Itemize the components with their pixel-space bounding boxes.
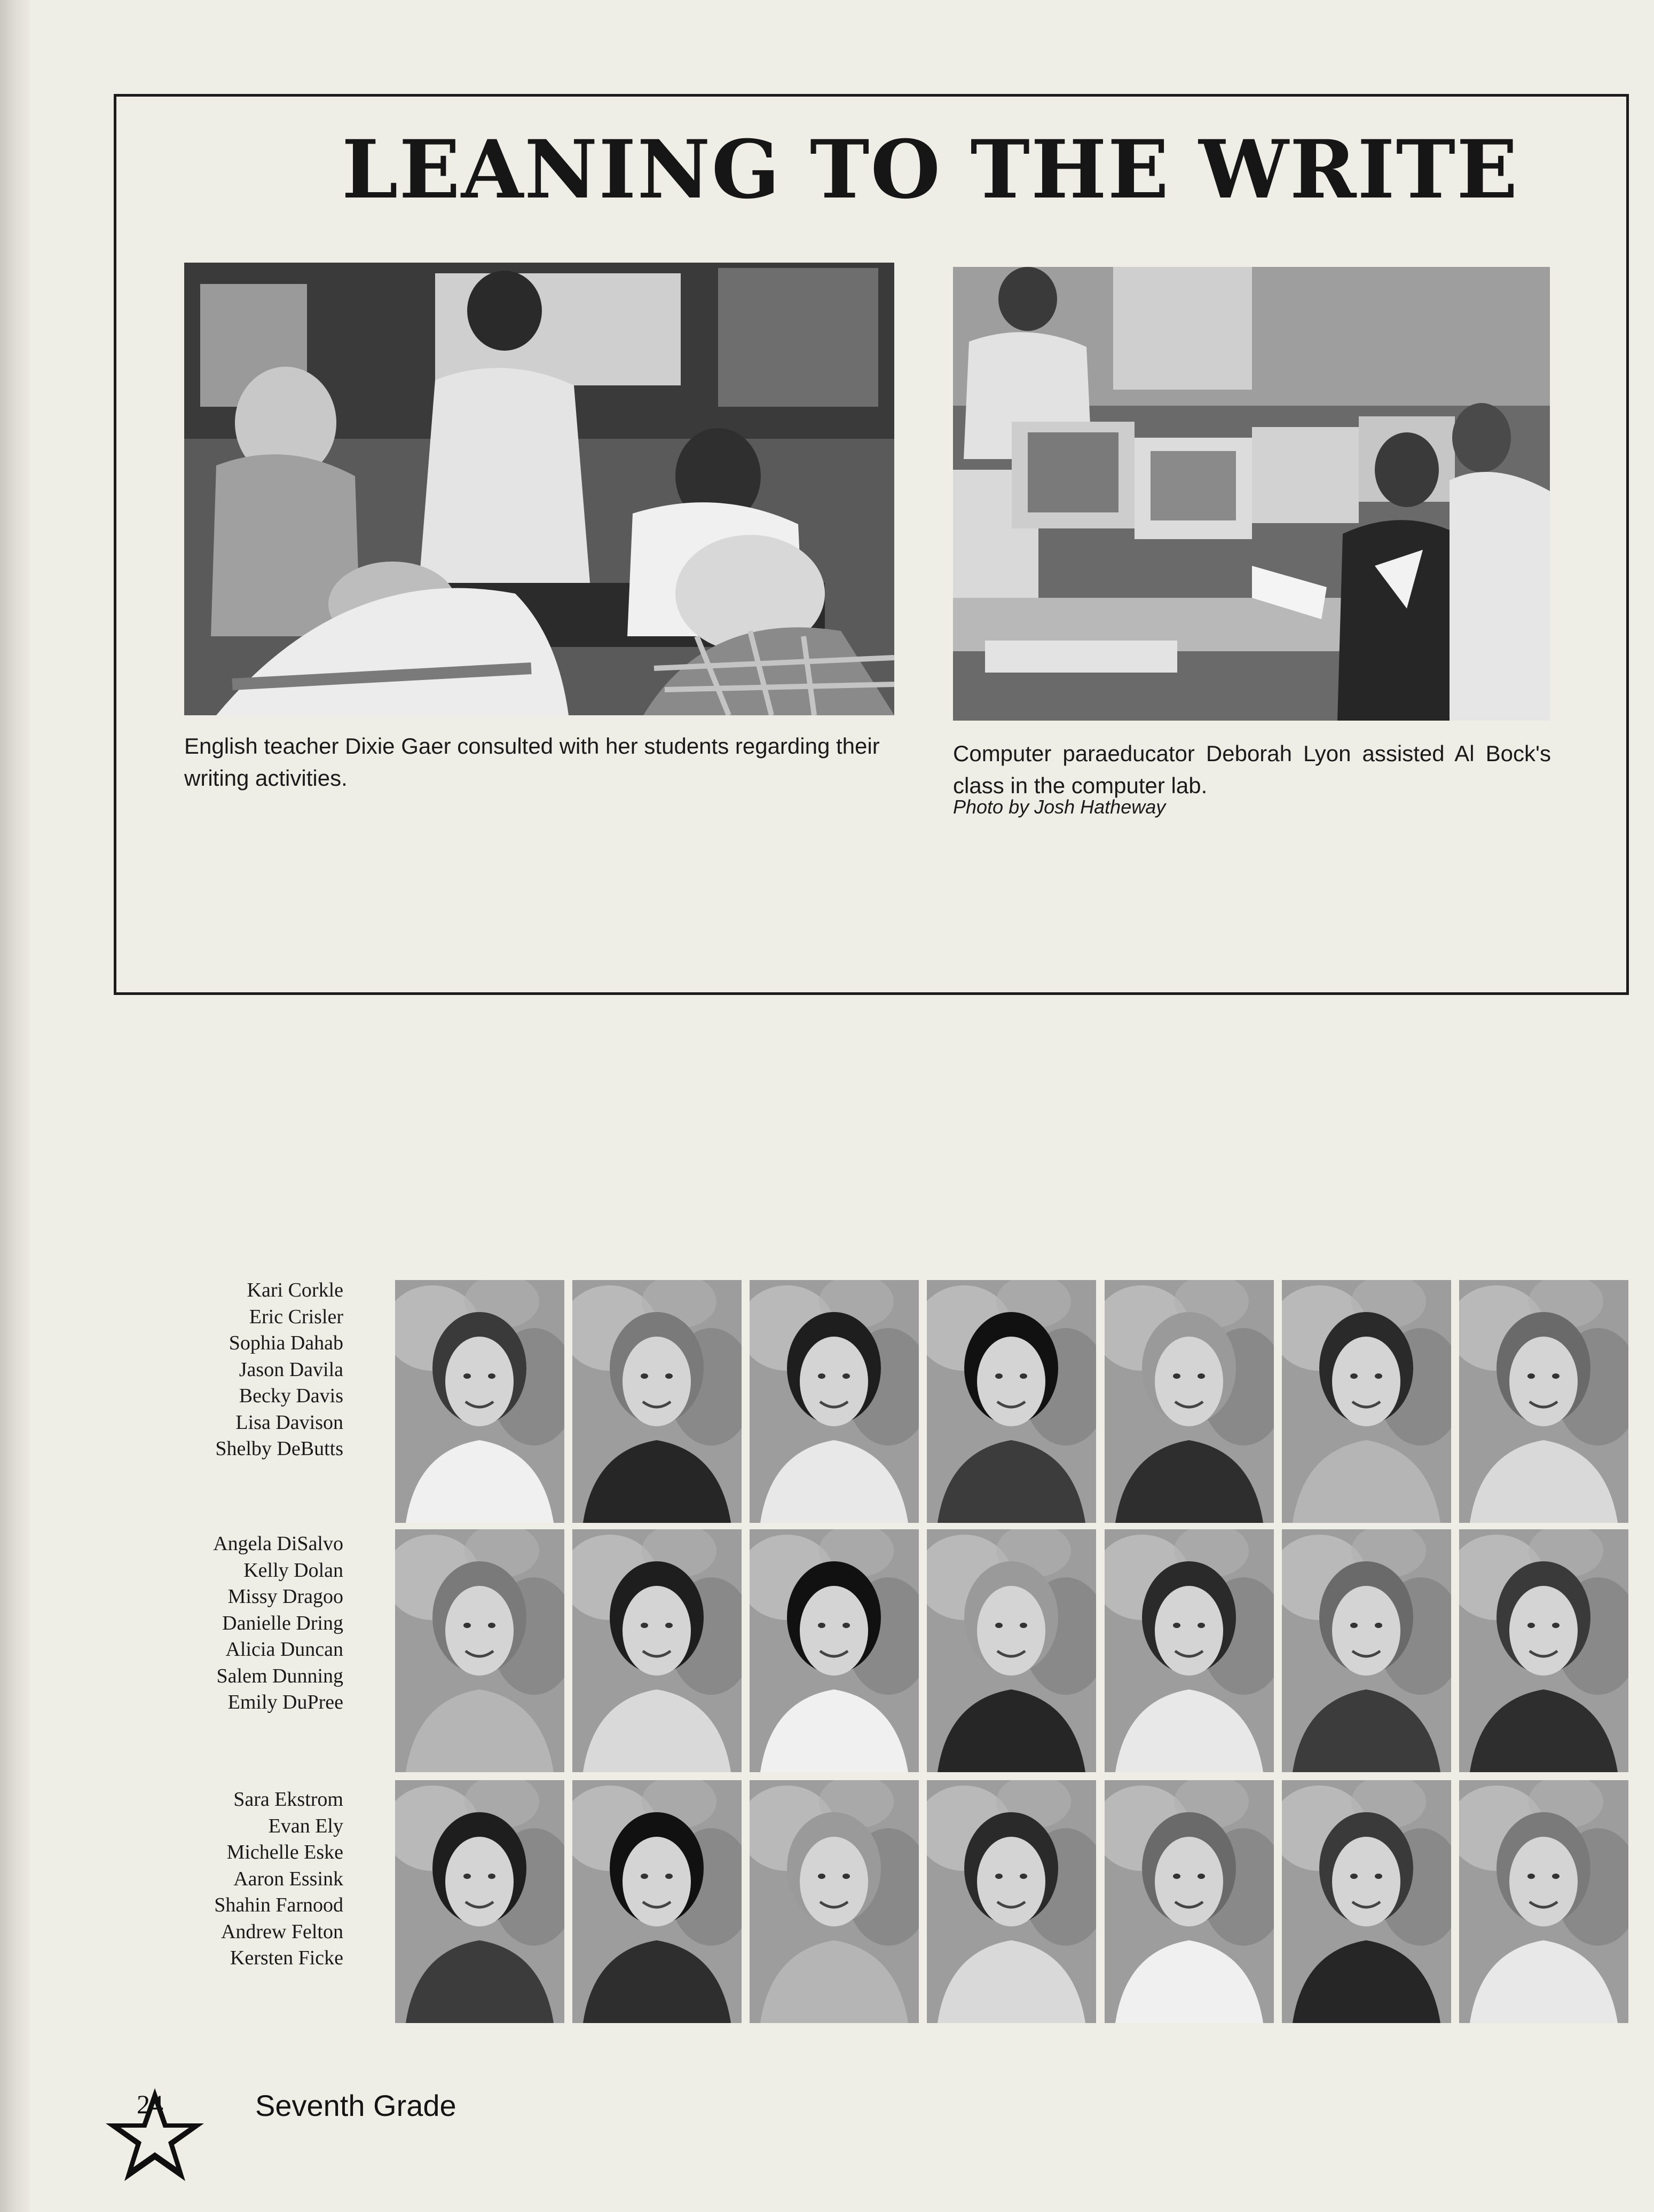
- student-portrait: [1282, 1280, 1451, 1523]
- portrait-row-3: [395, 1780, 1628, 2023]
- student-name: Lisa Davison: [235, 1411, 343, 1434]
- student-name: Alicia Duncan: [225, 1638, 343, 1661]
- student-name: Shelby DeButts: [215, 1437, 343, 1460]
- student-name: Shahin Farnood: [214, 1894, 343, 1916]
- student-name: Aaron Essink: [233, 1867, 343, 1890]
- portrait-names-row-1: [23, 1277, 343, 1463]
- portrait-row-1: [395, 1280, 1628, 1523]
- student-portrait: [1105, 1780, 1274, 2023]
- student-name: Kersten Ficke: [230, 1947, 343, 1969]
- student-name: Kelly Dolan: [243, 1559, 343, 1582]
- computer-lab-photo: [953, 267, 1550, 721]
- student-portrait: [1459, 1780, 1628, 2023]
- page-headline: LEANING TO THE WRITE: [342, 123, 1519, 217]
- student-portrait: [927, 1529, 1096, 1772]
- student-portrait: [572, 1280, 742, 1523]
- portrait-names-row-2: [23, 1531, 343, 1716]
- student-portrait: [927, 1280, 1096, 1523]
- section-label: Seventh Grade: [255, 2089, 456, 2122]
- student-name: Sara Ekstrom: [233, 1788, 343, 1811]
- student-name: Sophia Dahab: [229, 1332, 343, 1354]
- student-portrait: [750, 1529, 919, 1772]
- student-name: Becky Davis: [239, 1385, 343, 1407]
- classroom-photo-caption: English teacher Dixie Gaer consulted with her students regarding their writing activities.: [184, 733, 880, 791]
- student-portrait: [572, 1780, 742, 2023]
- student-name: Evan Ely: [268, 1814, 343, 1837]
- student-name: Missy Dragoo: [227, 1585, 343, 1608]
- student-portrait: [750, 1780, 919, 2023]
- student-portrait: [1459, 1280, 1628, 1523]
- portrait-row-2: [395, 1529, 1628, 1772]
- computer-lab-photo-caption: Computer paraeducator Deborah Lyon assisted Al Bock's class in the computer lab.: [953, 741, 1551, 798]
- student-name: Jason Davila: [239, 1358, 343, 1381]
- student-name: Salem Dunning: [216, 1664, 343, 1687]
- student-name: Michelle Eske: [226, 1841, 343, 1863]
- photo-credit: Photo by Josh Hatheway: [953, 796, 1166, 818]
- page-number: 24: [137, 2089, 163, 2119]
- student-name: Danielle Dring: [222, 1611, 343, 1634]
- student-name: Emily DuPree: [227, 1691, 343, 1713]
- student-portrait: [395, 1280, 564, 1523]
- student-portrait: [927, 1780, 1096, 2023]
- student-portrait: [1105, 1280, 1274, 1523]
- student-portrait: [1282, 1780, 1451, 2023]
- student-name: Kari Corkle: [247, 1279, 343, 1301]
- student-portrait: [750, 1280, 919, 1523]
- student-portrait: [1105, 1529, 1274, 1772]
- student-portrait: [1282, 1529, 1451, 1772]
- portrait-names-row-3: [23, 1787, 343, 1972]
- student-portrait: [572, 1529, 742, 1772]
- classroom-photo: [184, 263, 894, 715]
- student-portrait: [395, 1529, 564, 1772]
- student-name: Eric Crisler: [249, 1305, 343, 1328]
- student-name: Angela DiSalvo: [213, 1532, 343, 1555]
- student-portrait: [1459, 1529, 1628, 1772]
- student-name: Andrew Felton: [220, 1920, 343, 1943]
- student-portrait: [395, 1780, 564, 2023]
